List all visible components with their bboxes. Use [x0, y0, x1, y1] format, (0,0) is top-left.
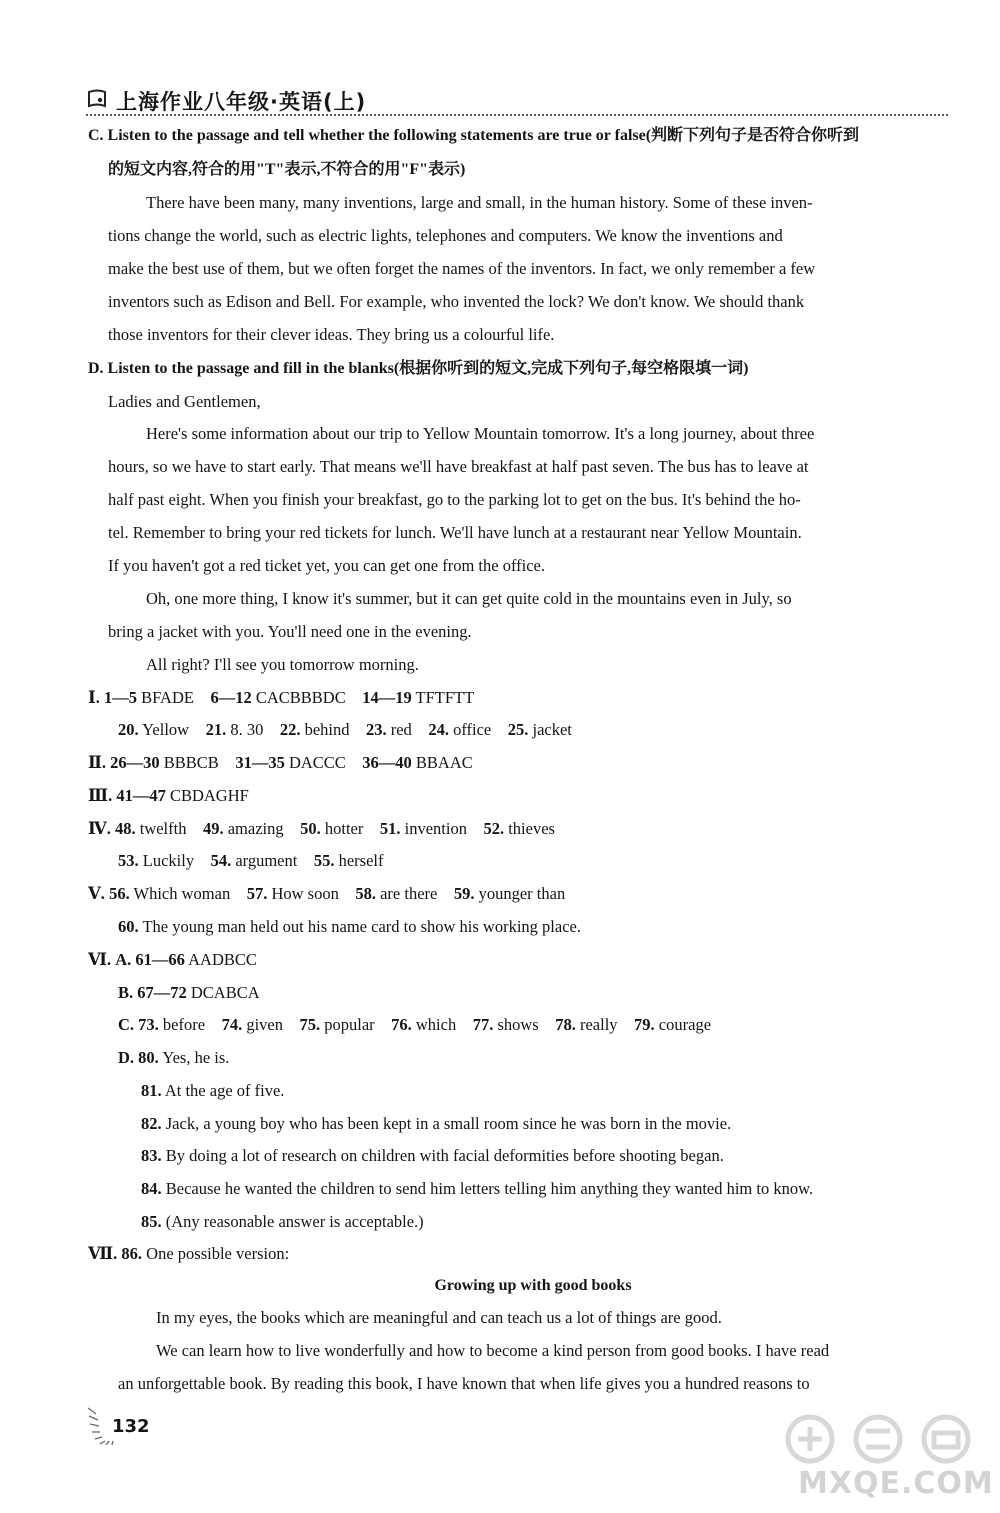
question-range: 61—66 — [135, 950, 185, 969]
essay-line: We can learn how to live wonderfully and how to become a kind person from good books. I have read — [156, 1341, 830, 1360]
question-number: 79. — [634, 1015, 655, 1034]
question-number: 86. — [121, 1244, 143, 1263]
question-range: 41—47 — [116, 786, 166, 805]
answer-text: younger than — [478, 884, 566, 903]
answer-row-v-2 — [118, 917, 581, 937]
answer-text: By doing a lot of research on children with facial deformities before shooting began. — [165, 1146, 724, 1165]
question-number: 51. — [379, 819, 401, 838]
question-number: 73. — [138, 1015, 159, 1034]
question-number: 77. — [472, 1015, 494, 1034]
answer-text: twelfth — [139, 819, 187, 838]
essay-line: In my eyes, the books which are meaningful and can teach us a lot of things are good. — [156, 1308, 722, 1327]
section-d-line: bring a jacket with you. You'll need one in the evening. — [108, 622, 472, 641]
answer-text: AADBCC — [188, 950, 257, 969]
answer-text: invention — [404, 819, 467, 838]
question-number: 83. — [141, 1146, 162, 1165]
question-number: 80. — [138, 1048, 159, 1067]
answer-text: hotter — [324, 819, 364, 838]
answer-text: courage — [658, 1015, 712, 1034]
book-logo-icon — [86, 88, 108, 110]
answer-row-iv-2 — [118, 851, 384, 871]
roman-label: Ⅰ. — [88, 688, 100, 707]
answer-text: shows — [497, 1015, 539, 1034]
answer-text: 8. 30 — [230, 720, 264, 739]
roman-label: Ⅶ. — [88, 1244, 118, 1263]
section-c-title-line-1: C. Listen to the passage and tell whether the following statements are true or false(判断下列句子是否符合你听到 — [88, 127, 860, 144]
answer-row-iv-1 — [88, 819, 555, 839]
watermark-text: MXQE.COM — [798, 1466, 994, 1501]
question-number: 81. — [141, 1081, 162, 1100]
answer-row-vi-a — [88, 950, 257, 970]
question-number: 20. — [118, 720, 139, 739]
section-d-line: Ladies and Gentlemen, — [108, 392, 261, 411]
section-d-line: half past eight. When you finish your breakfast, go to the parking lot to get on the bus. It's behind the ho- — [108, 490, 801, 509]
watermark-logo-icon — [778, 1409, 978, 1469]
question-number: 25. — [507, 720, 529, 739]
question-number: 48. — [114, 819, 136, 838]
question-number: 56. — [109, 884, 130, 903]
essay-title: Growing up with good books — [434, 1277, 632, 1294]
answer-text: behind — [304, 720, 350, 739]
page-number: 132 — [112, 1416, 150, 1437]
section-d-line: Oh, one more thing, I know it's summer, but it can get quite cold in the mountains even in July, so — [146, 589, 792, 608]
question-range: 6—12 — [210, 688, 252, 707]
roman-label: Ⅳ. — [88, 819, 111, 838]
answer-row-vi-d-item — [141, 1179, 813, 1199]
answer-text: BBAAC — [415, 753, 473, 772]
answer-row-i-2 — [118, 720, 572, 740]
answer-text: BFADE — [141, 688, 194, 707]
roman-label: Ⅴ. — [88, 884, 105, 903]
question-number: 23. — [365, 720, 387, 739]
answer-text: really — [579, 1015, 618, 1034]
question-number: 76. — [391, 1015, 412, 1034]
answer-text: office — [453, 720, 492, 739]
question-number: 60. — [118, 917, 139, 936]
answer-text: DACCC — [288, 753, 346, 772]
answer-row-vi-b — [118, 983, 260, 1003]
answer-text: given — [246, 1015, 283, 1034]
answer-row-vi-d-item — [141, 1146, 724, 1166]
answer-text: (Any reasonable answer is acceptable.) — [165, 1212, 424, 1231]
answer-text: At the age of five. — [164, 1081, 285, 1100]
question-number: 21. — [205, 720, 227, 739]
question-number: 74. — [221, 1015, 243, 1034]
answer-text: Because he wanted the children to send him letters telling him anything they wanted him to know. — [165, 1179, 814, 1198]
answer-text: Jack, a young boy who has been kept in a small room since he was born in the movie. — [165, 1114, 732, 1133]
question-number: 52. — [483, 819, 505, 838]
roman-label: Ⅵ. — [88, 950, 112, 969]
answer-row-ii — [88, 753, 473, 773]
answer-text: Luckily — [142, 851, 195, 870]
answer-text: jacket — [532, 720, 572, 739]
answer-text: One possible version: — [146, 1244, 290, 1263]
answer-row-vi-d-item — [141, 1212, 424, 1232]
question-number: 53. — [118, 851, 139, 870]
question-range: 67—72 — [137, 983, 187, 1002]
answer-text: Yes, he is. — [162, 1048, 230, 1067]
answer-text: herself — [338, 851, 384, 870]
question-range: 14—19 — [362, 688, 412, 707]
answer-text: red — [390, 720, 412, 739]
question-number: 78. — [555, 1015, 576, 1034]
page-header — [86, 84, 948, 116]
section-d-line: hours, so we have to start early. That means we'll have breakfast at half past seven. The bus has to leave at — [108, 457, 809, 476]
answer-row-vi-d-item — [141, 1114, 731, 1134]
answer-row-vi-c — [118, 1015, 711, 1035]
answer-text: popular — [324, 1015, 375, 1034]
roman-label: Ⅱ. — [88, 753, 107, 772]
answer-text: are there — [380, 884, 438, 903]
essay-line: an unforgettable book. By reading this book, I have known that when life gives you a hundred reasons to — [118, 1374, 810, 1393]
question-number: 50. — [300, 819, 321, 838]
section-d-title: D. Listen to the passage and fill in the blanks(根据你听到的短文,完成下列句子,每空格限填一词) — [88, 360, 749, 377]
book-title: 上海作业八年级·英语(上) — [116, 90, 367, 114]
question-number: 85. — [141, 1212, 162, 1231]
question-number: 49. — [202, 819, 224, 838]
answer-text: CACBBBDC — [255, 688, 346, 707]
answer-row-iii — [88, 786, 249, 806]
answer-text: amazing — [227, 819, 284, 838]
question-number: 24. — [428, 720, 449, 739]
answer-text: BBBCB — [163, 753, 219, 772]
question-number: 57. — [246, 884, 268, 903]
answer-row-v-1 — [88, 884, 565, 904]
question-range: 1—5 — [103, 688, 137, 707]
question-range: 26—30 — [110, 753, 160, 772]
section-d-line: If you haven't got a red ticket yet, you can get one from the office. — [108, 556, 546, 575]
answer-text: which — [415, 1015, 457, 1034]
section-c-line: tions change the world, such as electric lights, telephones and computers. We know the inventions and — [108, 226, 783, 245]
question-number: 54. — [210, 851, 232, 870]
section-c-line: inventors such as Edison and Bell. For example, who invented the lock? We don't know. We should thank — [108, 292, 805, 311]
part-label: B. — [118, 983, 134, 1002]
section-c-line: There have been many, many inventions, large and small, in the human history. Some of these inven- — [146, 193, 813, 212]
section-d-line: All right? I'll see you tomorrow morning. — [146, 655, 419, 674]
question-number: 75. — [299, 1015, 321, 1034]
question-number: 58. — [355, 884, 376, 903]
answer-text: argument — [235, 851, 298, 870]
question-number: 82. — [141, 1114, 162, 1133]
answer-text: How soon — [271, 884, 339, 903]
question-number: 22. — [279, 720, 301, 739]
answer-row-vi-d — [118, 1048, 229, 1068]
section-d-line: tel. Remember to bring your red tickets for lunch. We'll have lunch at a restaurant near Yellow Mountain. — [108, 523, 802, 542]
question-number: 55. — [313, 851, 335, 870]
watermark — [774, 1409, 994, 1505]
section-c-title-line-2: 的短文内容,符合的用"T"表示,不符合的用"F"表示) — [108, 161, 466, 178]
question-range: 36—40 — [362, 753, 412, 772]
section-c-line: make the best use of them, but we often forget the names of the inventors. In fact, we only remember a few — [108, 259, 816, 278]
answer-text: before — [162, 1015, 206, 1034]
section-d-line: Here's some information about our trip to Yellow Mountain tomorrow. It's a long journey, about three — [146, 424, 815, 443]
answer-text: TFTFTT — [415, 688, 475, 707]
part-label: C. — [118, 1015, 135, 1034]
answer-row-i-1 — [88, 688, 474, 708]
answer-text: Yellow — [142, 720, 190, 739]
answer-text: DCABCA — [190, 983, 260, 1002]
question-range: 31—35 — [235, 753, 285, 772]
answer-row-vi-d-item — [141, 1081, 284, 1101]
answer-text: The young man held out his name card to show his working place. — [142, 917, 581, 936]
part-label: D. — [118, 1048, 135, 1067]
question-number: 84. — [141, 1179, 162, 1198]
answer-text: thieves — [508, 819, 555, 838]
roman-label: Ⅲ. — [88, 786, 113, 805]
part-label: A. — [115, 950, 132, 969]
section-c-line: those inventors for their clever ideas. They bring us a colourful life. — [108, 325, 555, 344]
answer-text: CBDAGHF — [169, 786, 249, 805]
question-number: 59. — [453, 884, 475, 903]
answer-text: Which woman — [133, 884, 231, 903]
answer-row-vii — [88, 1244, 289, 1264]
